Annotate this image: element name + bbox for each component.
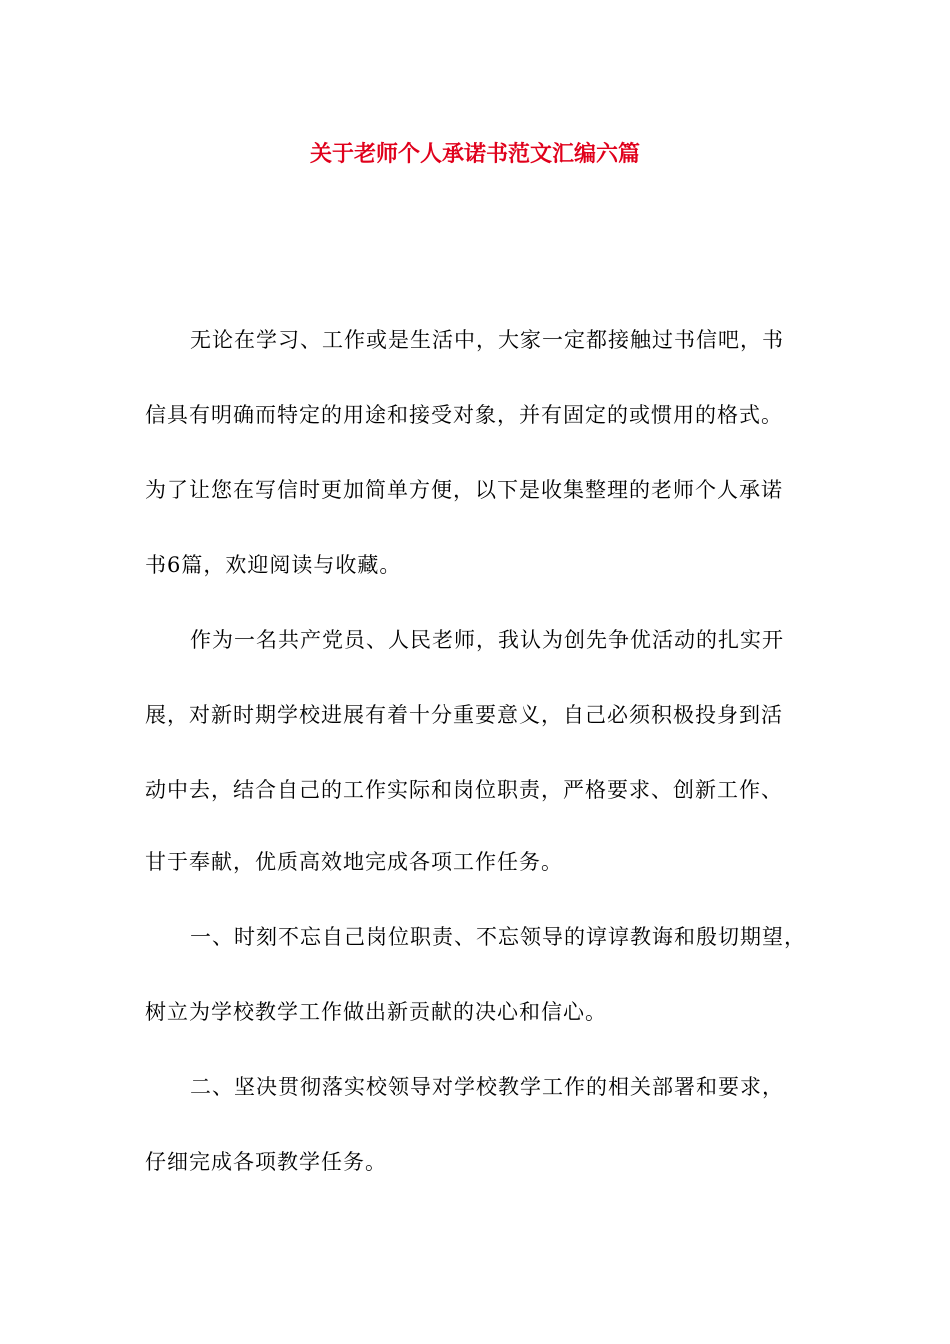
paragraph-line: 树立为学校教学工作做出新贡献的决心和信心。 [145,1000,607,1024]
paragraph-line: 作为一名共产党员、人民老师，我认为创先争优活动的扎实开 [190,628,784,652]
paragraph-line: 仔细完成各项教学任务。 [145,1150,387,1174]
paragraph-line: 书6篇，欢迎阅读与收藏。 [145,553,402,577]
paragraph-line: 无论在学习、工作或是生活中，大家一定都接触过书信吧，书 [190,328,784,352]
paragraph-line: 展，对新时期学校进展有着十分重要意义，自己必须积极投身到活 [145,703,783,727]
paragraph-line: 动中去，结合自己的工作实际和岗位职责，严格要求、创新工作、 [145,778,783,802]
paragraph-line: 二、坚决贯彻落实校领导对学校教学工作的相关部署和要求， [190,1075,784,1099]
paragraph-line: 为了让您在写信时更加简单方便，以下是收集整理的老师个人承诺 [145,478,783,502]
paragraph-line: 甘于奉献，优质高效地完成各项工作任务。 [145,850,563,874]
paragraph-line: 信具有明确而特定的用途和接受对象，并有固定的或惯用的格式。 [145,403,783,427]
paragraph-line: 一、时刻不忘自己岗位职责、不忘领导的谆谆教诲和殷切期望， [190,925,806,949]
document-title: 关于老师个人承诺书范文汇编六篇 [309,141,640,167]
